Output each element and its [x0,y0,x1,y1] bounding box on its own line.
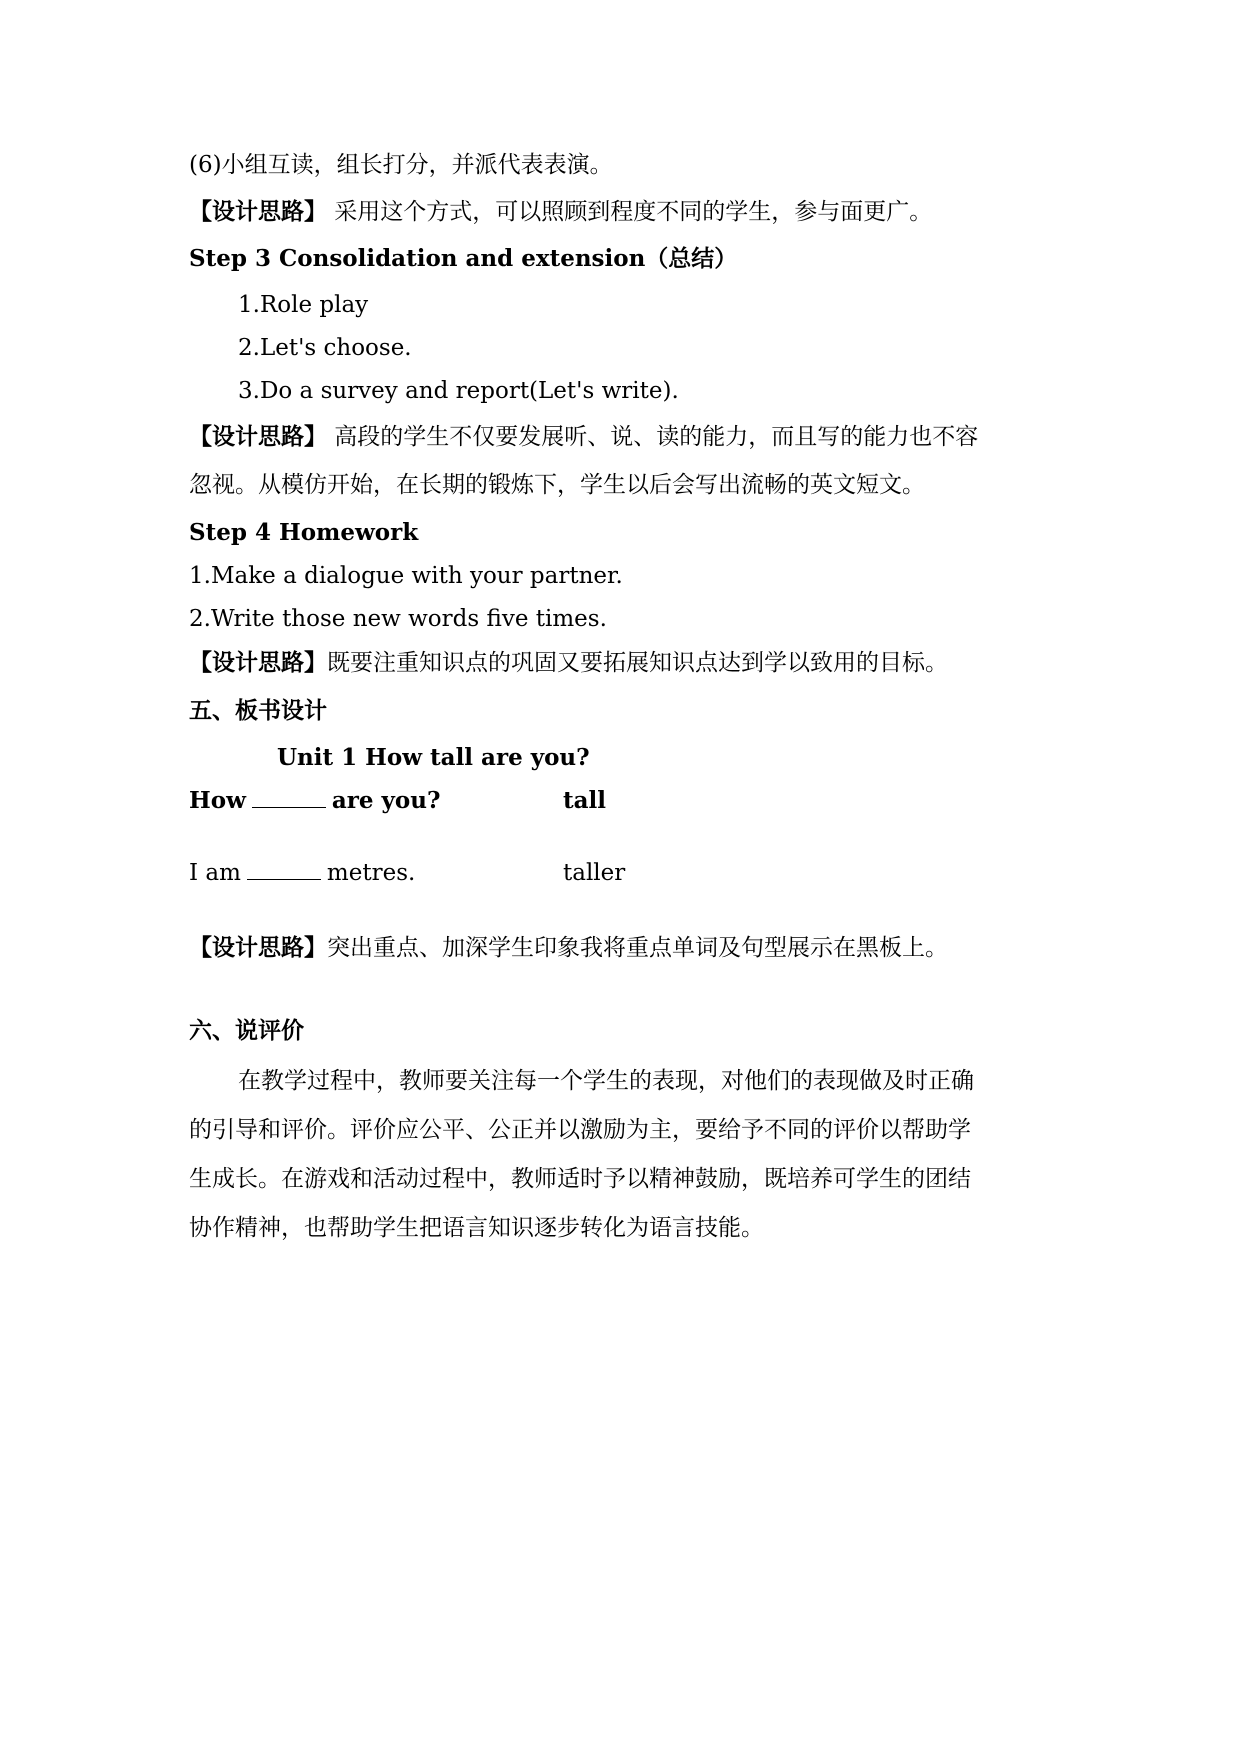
group-reading-step: (6)小组互读，组长打分，并派代表表演。 [189,152,613,178]
board-sentence-2 [189,858,415,888]
design-idea-3 [189,648,948,678]
evaluation-paragraph-line-2: 的引导和评价。评价应公平、公正并以激励为主，要给予不同的评价以帮助学 [189,1117,971,1143]
design-idea-label: 【设计思路】 [189,423,327,450]
blank-line [247,859,321,880]
design-idea-2-continued: 忽视。从模仿开始，在长期的锻炼下，学生以后会写出流畅的英文短文。 [189,472,925,498]
board-title: Unit 1 How tall are you? [277,744,590,771]
board-word-tall: tall [563,787,607,814]
homework-item-1: 1.Make a dialogue with your partner. [189,563,623,589]
homework-item-2: 2.Write those new words five times. [189,606,607,632]
step3-item-2: 2.Let's choose. [238,335,412,361]
design-idea-4 [189,933,948,963]
section-five-heading: 五、板书设计 [189,697,327,724]
board-word-taller: taller [563,860,626,886]
board-sentence-1-end: are you? [331,787,441,814]
design-idea-label: 【设计思路】 [189,649,327,676]
step3-heading: Step 3 Consolidation and extension（总结） [189,245,738,272]
board-sentence-2-start: I am [189,860,241,886]
design-idea-text: 突出重点、加深学生印象我将重点单词及句型展示在黑板上。 [327,935,948,961]
step3-item-1: 1.Role play [238,292,369,318]
design-idea-label: 【设计思路】 [189,198,327,225]
design-idea-text: 采用这个方式，可以照顾到程度不同的学生，参与面更广。 [327,199,933,225]
step3-item-3: 3.Do a survey and report(Let's write). [238,378,679,404]
design-idea-1 [189,197,932,227]
design-idea-text: 高段的学生不仅要发展听、说、读的能力，而且写的能力也不容 [327,424,979,450]
board-sentence-1-start: How [189,787,246,814]
design-idea-text: 既要注重知识点的巩固又要拓展知识点达到学以致用的目标。 [327,650,948,676]
evaluation-paragraph-line-3: 生成长。在游戏和活动过程中，教师适时予以精神鼓励，既培养可学生的团结 [189,1166,971,1192]
step4-heading: Step 4 Homework [189,519,419,546]
design-idea-2 [189,422,978,452]
blank-line [252,787,326,808]
board-sentence-1 [189,786,440,816]
section-six-heading: 六、说评价 [189,1017,304,1044]
evaluation-paragraph-line-1: 在教学过程中，教师要关注每一个学生的表现，对他们的表现做及时正确 [238,1068,974,1094]
design-idea-label: 【设计思路】 [189,934,327,961]
board-sentence-2-end: metres. [326,860,416,886]
evaluation-paragraph-line-4: 协作精神，也帮助学生把语言知识逐步转化为语言技能。 [189,1215,764,1241]
